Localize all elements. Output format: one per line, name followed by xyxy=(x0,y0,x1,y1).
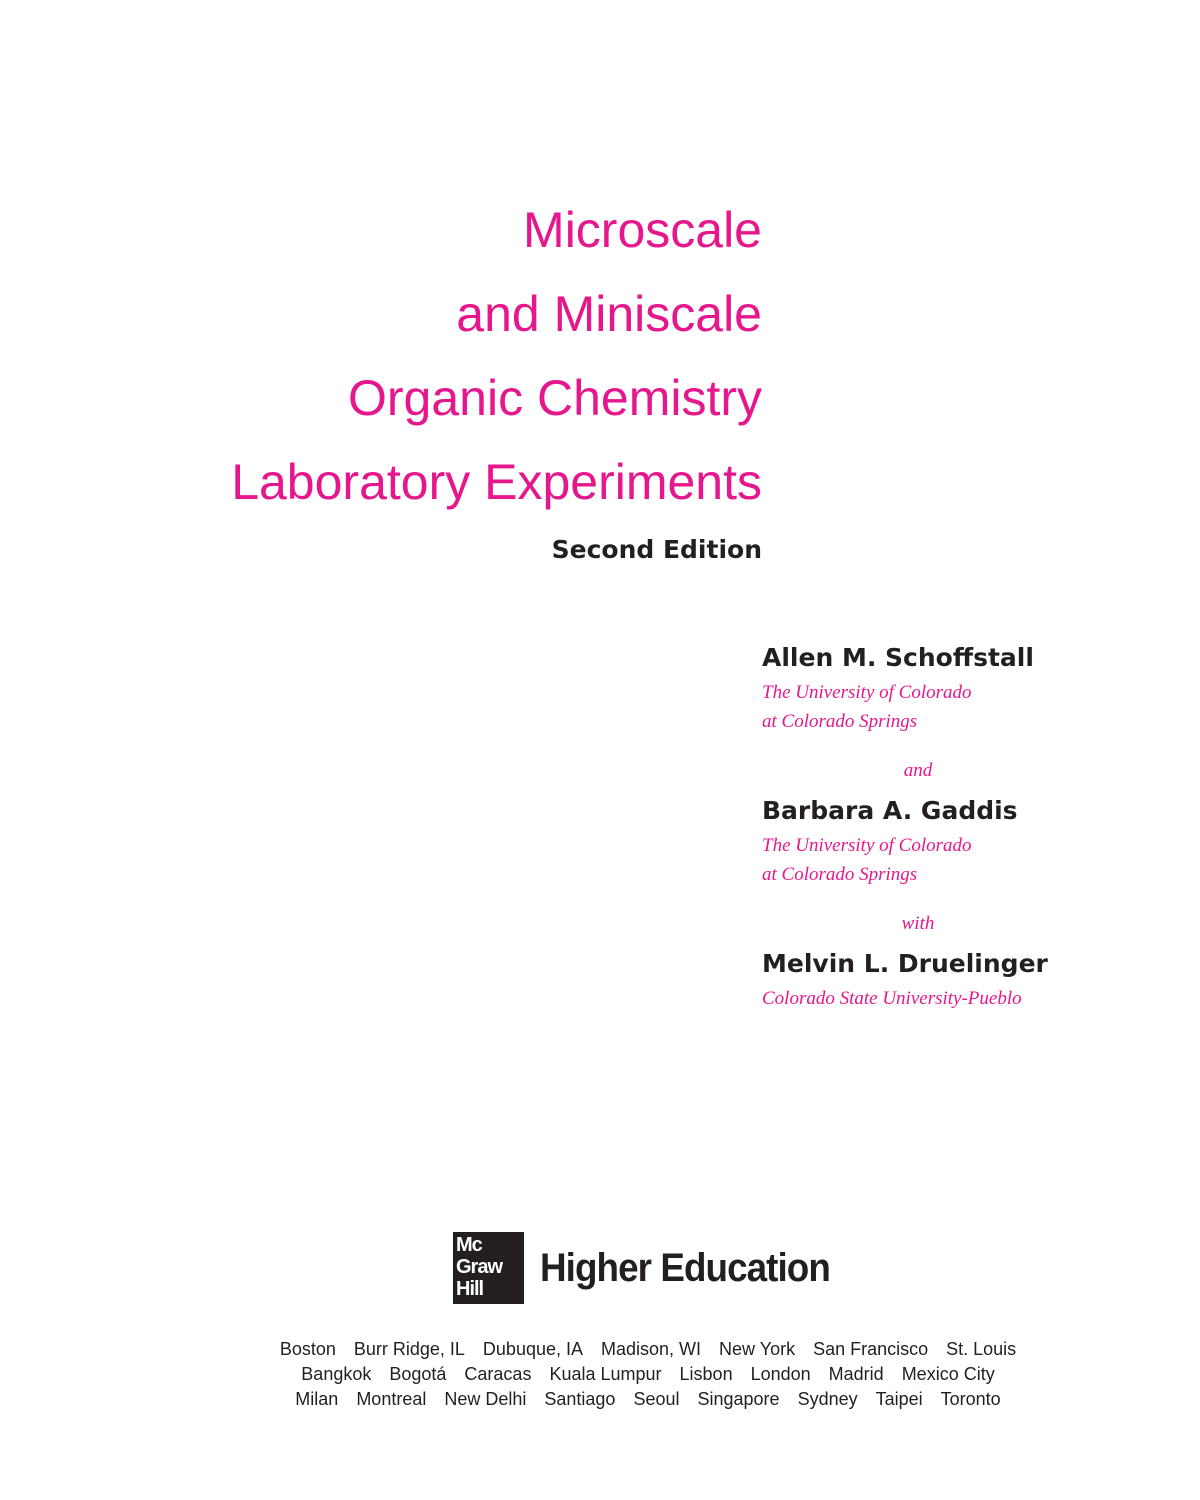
conjunction-with: with xyxy=(901,913,935,934)
city-row-2 xyxy=(0,1362,1200,1387)
city: Dubuque, IA xyxy=(482,1339,583,1359)
city: Lisbon xyxy=(679,1364,733,1384)
city: Taipei xyxy=(875,1389,923,1409)
mcgraw-hill-logo xyxy=(453,1232,524,1304)
city: Bogotá xyxy=(389,1364,447,1384)
author-affiliation-2-line-2: at Colorado Springs xyxy=(762,864,918,885)
city: Kuala Lumpur xyxy=(549,1364,662,1384)
city: Boston xyxy=(279,1339,336,1359)
logo-line-mc: Mc xyxy=(456,1234,482,1256)
title-block xyxy=(231,188,762,570)
publisher-name: Higher Education xyxy=(540,1245,830,1290)
logo-line-hill: Hill xyxy=(456,1278,484,1300)
publisher-cities xyxy=(0,1337,1200,1412)
city: Sydney xyxy=(797,1389,858,1409)
edition-label: Second Edition xyxy=(551,535,762,564)
conjunction-and: and xyxy=(903,760,933,781)
city: Mexico City xyxy=(901,1364,995,1384)
city: San Francisco xyxy=(813,1339,929,1359)
book-title-line-3: Organic Chemistry xyxy=(348,370,762,426)
city: Burr Ridge, IL xyxy=(353,1339,465,1359)
author-name-2: Barbara A. Gaddis xyxy=(762,796,1018,825)
city: New York xyxy=(719,1339,796,1359)
author-affiliation-1-line-1: The University of Colorado xyxy=(762,682,972,703)
author-affiliation-1-line-2: at Colorado Springs xyxy=(762,711,918,732)
city-row-3 xyxy=(0,1387,1200,1412)
city: Santiago xyxy=(544,1389,616,1409)
city: Caracas xyxy=(464,1364,532,1384)
author-affiliation-2-line-1: The University of Colorado xyxy=(762,835,972,856)
author-affiliation-3-line-1: Colorado State University-Pueblo xyxy=(762,988,1022,1009)
city: London xyxy=(750,1364,811,1384)
city: Milan xyxy=(295,1389,339,1409)
book-title-line-1: Microscale xyxy=(523,202,762,258)
city: Bangkok xyxy=(301,1364,372,1384)
author-name-3: Melvin L. Druelinger xyxy=(762,949,1048,978)
city: Toronto xyxy=(940,1389,1001,1409)
logo-line-graw: Graw xyxy=(456,1256,503,1278)
city: Madrid xyxy=(828,1364,884,1384)
city: St. Louis xyxy=(946,1339,1017,1359)
city: Montreal xyxy=(356,1389,427,1409)
publisher-lockup xyxy=(453,1232,855,1304)
author-name-1: Allen M. Schoffstall xyxy=(762,643,1034,672)
city: New Delhi xyxy=(444,1389,527,1409)
city: Madison, WI xyxy=(601,1339,702,1359)
city: Seoul xyxy=(633,1389,680,1409)
book-title-line-2: and Miniscale xyxy=(456,286,762,342)
book-title-line-4: Laboratory Experiments xyxy=(231,454,762,510)
city: Singapore xyxy=(697,1389,780,1409)
city-row-1 xyxy=(0,1337,1200,1362)
author-list xyxy=(762,638,1122,1013)
